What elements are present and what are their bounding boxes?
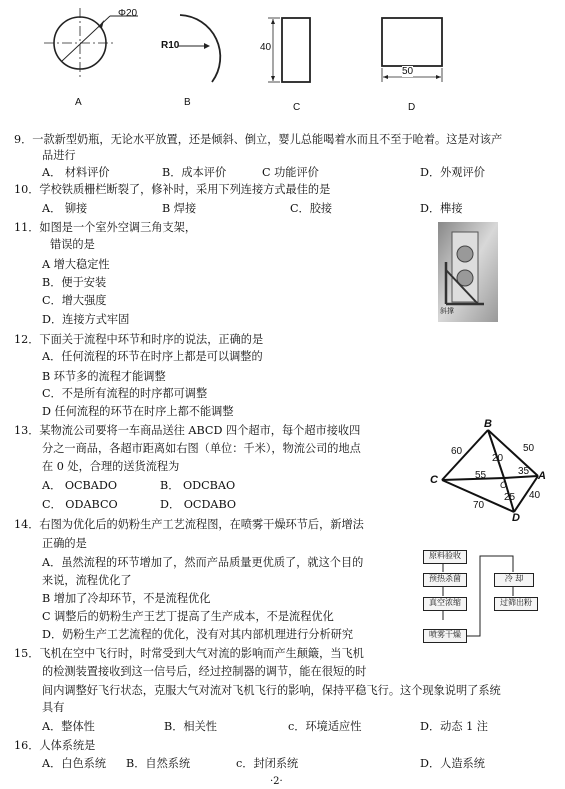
node-d: D bbox=[512, 512, 520, 524]
q10-option-b[interactable]: B 焊接 bbox=[162, 202, 197, 215]
q9-stem: 9．一款新型奶瓶，无论水平放置，还是倾斜、倒立，婴儿总能喝着水而且不至于呛着。这是对该产 bbox=[14, 133, 503, 146]
flow-step-1: 原料验收 bbox=[423, 550, 467, 564]
q9-option-c[interactable]: C 功能评价 bbox=[262, 166, 319, 179]
flow-step-6: 过筛出粉 bbox=[494, 597, 538, 611]
q10-option-d[interactable]: D．榫接 bbox=[420, 202, 463, 215]
photo-caption: 斜撑 bbox=[440, 308, 454, 315]
q9-option-b[interactable]: B．成本评价 bbox=[162, 166, 227, 179]
q15-option-d[interactable]: D．动态 1 注 bbox=[420, 720, 488, 733]
figure-a-label: A bbox=[75, 97, 82, 108]
q16-option-a[interactable]: A．白色系统 bbox=[42, 757, 107, 770]
q16-option-c[interactable]: c．封闭系统 bbox=[236, 757, 299, 770]
q11-stem-cont: 错误的是 bbox=[50, 238, 95, 251]
figure-c-label: C bbox=[293, 102, 301, 113]
q15-stem-cont3: 具有 bbox=[42, 701, 65, 714]
q11-option-d[interactable]: D．连接方式牢固 bbox=[42, 313, 130, 326]
q15-option-a[interactable]: A．整体性 bbox=[42, 720, 95, 733]
graph-edges bbox=[430, 422, 550, 527]
edge-oa: 35 bbox=[518, 466, 530, 477]
q10-option-a[interactable]: A． 铆接 bbox=[42, 202, 88, 215]
flow-step-3: 真空浓缩 bbox=[423, 597, 467, 611]
q13-option-b[interactable]: B． ODCBAO bbox=[160, 479, 236, 492]
q16-option-d[interactable]: D．人造系统 bbox=[420, 757, 485, 770]
q11-option-b[interactable]: B．便于安装 bbox=[42, 276, 107, 289]
q11-option-c[interactable]: C．增大强度 bbox=[42, 294, 107, 307]
q15-stem-cont1: 的检测装置接收到这一信号后，经过控制器的调节，能在很短的时 bbox=[42, 665, 367, 678]
q12-option-b[interactable]: B 环节多的流程才能调整 bbox=[42, 370, 166, 383]
edge-ad: 40 bbox=[529, 490, 541, 501]
flow-step-4: 喷雾干燥 bbox=[423, 629, 467, 643]
height-label: 40 bbox=[260, 42, 272, 53]
edge-cb: 60 bbox=[451, 446, 463, 457]
node-b: B bbox=[484, 418, 492, 430]
q14-stem: 14．右图为优化后的奶粉生产工艺流程图，在喷雾干燥环节后，新增法 bbox=[14, 518, 364, 531]
figure-b-label: B bbox=[184, 97, 191, 108]
node-o: O bbox=[500, 480, 508, 490]
edge-ba: 50 bbox=[523, 443, 535, 454]
q15-stem-cont2: 间内调整好飞行状态，克服大气对流对飞机飞行的影响，保持平稳飞行。这个现象说明了系统 bbox=[42, 684, 501, 697]
diameter-label: Φ20 bbox=[118, 8, 138, 19]
q11-option-a[interactable]: A 增大稳定性 bbox=[42, 258, 110, 271]
q15-option-c[interactable]: c．环境适应性 bbox=[288, 720, 362, 733]
q12-option-d[interactable]: D 任何流程的环节在时序上都不能调整 bbox=[42, 405, 234, 418]
edge-co: 55 bbox=[475, 470, 487, 481]
edge-od: 25 bbox=[504, 492, 516, 503]
q14-option-b[interactable]: B 增加了冷却环节，不是流程优化 bbox=[42, 592, 211, 605]
node-a: A bbox=[538, 470, 546, 482]
q16-stem: 16．人体系统是 bbox=[14, 739, 96, 752]
radius-label: R10 bbox=[161, 40, 180, 51]
node-c: C bbox=[430, 474, 438, 486]
q13-option-a[interactable]: A． OCBADO bbox=[42, 479, 117, 492]
q13-option-c[interactable]: C． ODABCO bbox=[42, 498, 118, 511]
q14-option-a[interactable]: A．虽然流程的环节增加了，然而产品质量更优质了，就这个目的 bbox=[42, 556, 364, 569]
flow-step-2: 预热杀菌 bbox=[423, 573, 467, 587]
figure-d-label: D bbox=[408, 102, 416, 113]
q10-option-c[interactable]: C．胶接 bbox=[290, 202, 333, 215]
q12-stem: 12．下面关于流程中环节和时序的说法，正确的是 bbox=[14, 333, 264, 346]
q10-stem: 10．学校铁质栅栏断裂了，修补时，采用下列连接方式最佳的是 bbox=[14, 183, 331, 196]
q15-option-b[interactable]: B．相关性 bbox=[164, 720, 217, 733]
q11-stem: 11．如图是一个室外空调三角支架， bbox=[14, 221, 197, 234]
q13-stem-cont2: 在 0 处，合理的送货流程为 bbox=[42, 460, 180, 473]
width-label: 50 bbox=[402, 66, 414, 77]
q13-stem-cont1: 分之一商品，各超市距离如右图（单位：千米），物流公司的地点 bbox=[42, 442, 361, 455]
page-number: ·2· bbox=[270, 776, 283, 787]
rect-d-drawing bbox=[370, 10, 450, 90]
edge-ob: 20 bbox=[492, 453, 504, 464]
q9-stem-cont: 品进行 bbox=[42, 149, 76, 162]
edge-cd: 70 bbox=[473, 500, 485, 511]
q9-option-d[interactable]: D．外观评价 bbox=[420, 166, 485, 179]
q14-stem-cont: 正确的是 bbox=[42, 537, 87, 550]
q14-option-d[interactable]: D．奶粉生产工艺流程的优化，没有对其内部机理进行分析研究 bbox=[42, 628, 354, 641]
q13-option-d[interactable]: D． OCDABO bbox=[160, 498, 237, 511]
q9-option-a[interactable]: A． 材料评价 bbox=[42, 166, 110, 179]
q15-stem: 15．飞机在空中飞行时，时常受到大气对流的影响而产生颠簸，当飞机 bbox=[14, 647, 364, 660]
q12-option-a[interactable]: A．任何流程的环节在时序上都是可以调整的 bbox=[42, 350, 263, 363]
q14-option-a-cont: 来说，流程优化了 bbox=[42, 574, 132, 587]
q14-option-c[interactable]: C 调整后的奶粉生产王艺丁提高了生产成本，不是流程优化 bbox=[42, 610, 334, 623]
q16-option-b[interactable]: B．自然系统 bbox=[126, 757, 191, 770]
q12-option-c[interactable]: C．不是所有流程的时序都可调整 bbox=[42, 387, 208, 400]
q13-stem: 13．某物流公司要将一车商品送往 ABCD 四个超市，每个超市接收四 bbox=[14, 424, 361, 437]
flow-step-5: 冷 却 bbox=[494, 573, 534, 587]
